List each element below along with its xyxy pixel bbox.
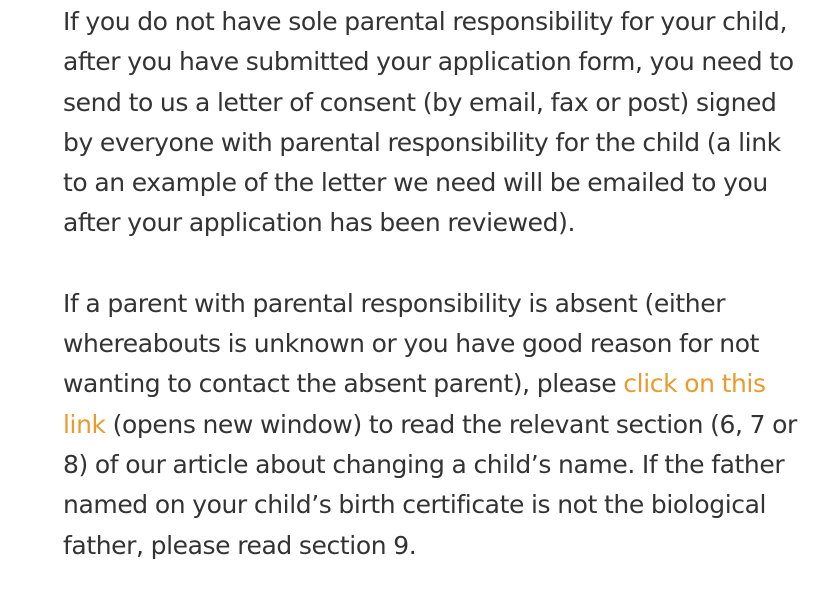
absent-parent-text-end: (opens new window) to read the relevant section (6, 7 or 8) of our article about changing a child’s name. If the father named on your child’s birth certificate is not the biological father, please read section 9.	[63, 409, 797, 560]
consent-paragraph: If you do not have sole parental responsibility for your child, after you have submitted your application form, you need to send to us a letter of consent (by email, fax or post) signed by everyone with parental responsibility for the child (a link to an example of the letter we need will be emailed to you after your application has been reviewed).	[63, 7, 794, 238]
click-here-link[interactable]: click on this link	[63, 369, 766, 439]
absent-parent-text-start: If a parent with parental responsibility is absent (either whereabouts is unknown or you have good reason for not wanting to contact the absent parent), please	[63, 288, 760, 399]
article-body	[63, 2, 808, 566]
absent-parent-paragraph	[63, 284, 808, 566]
